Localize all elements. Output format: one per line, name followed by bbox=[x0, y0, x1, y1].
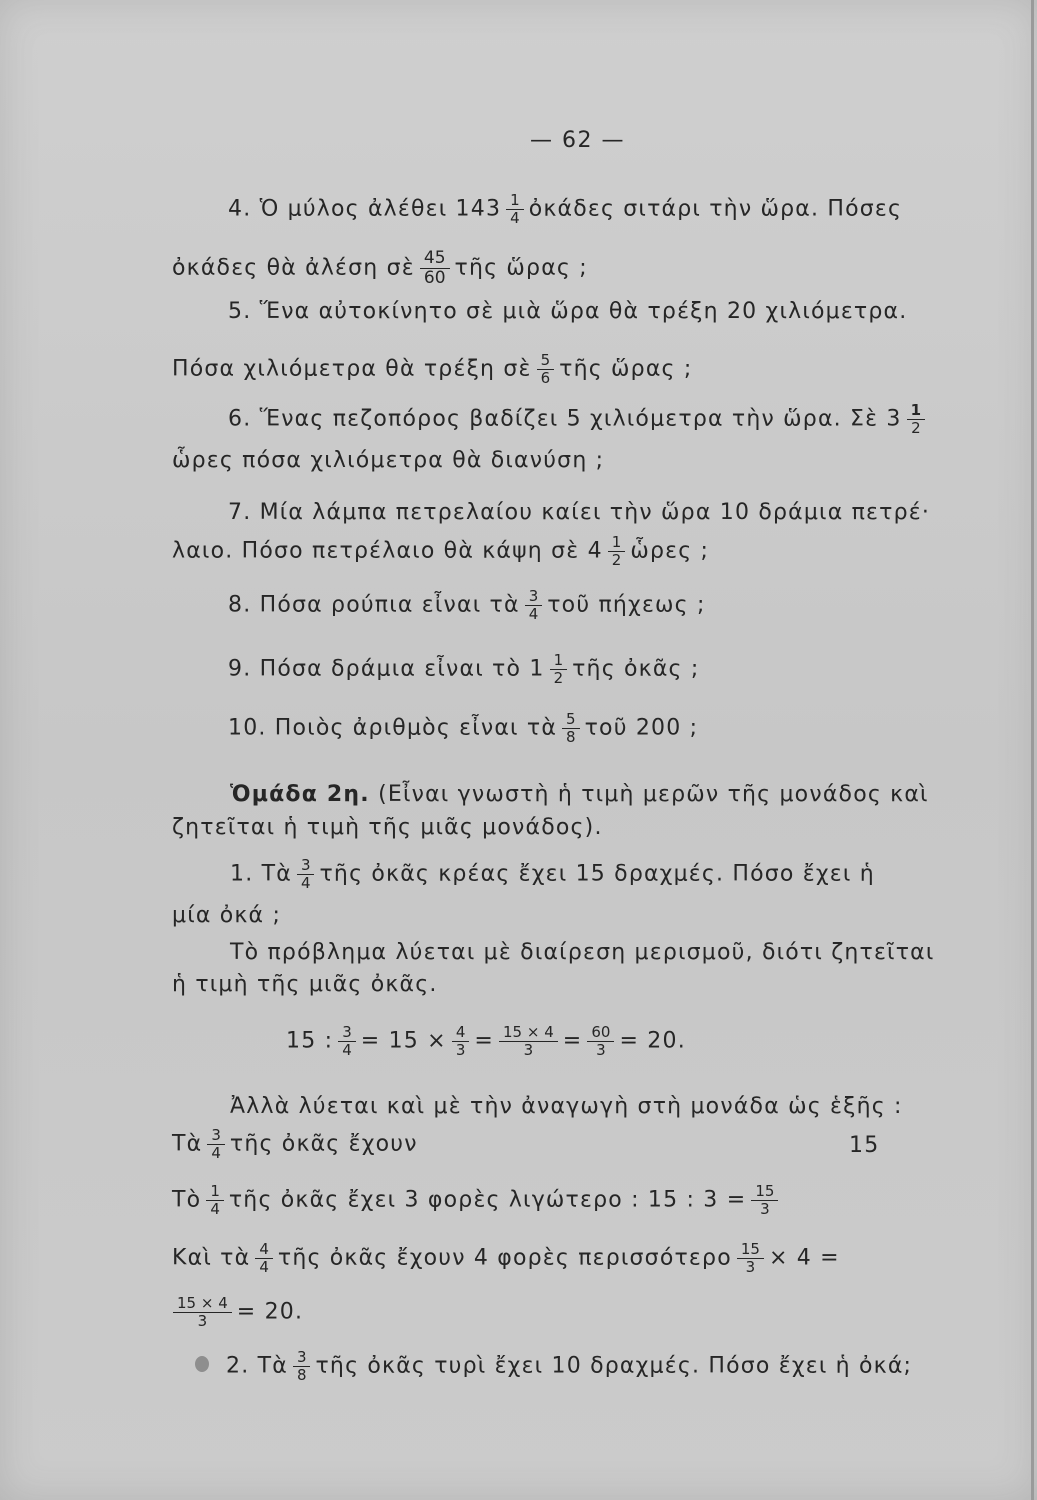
page-edge-line bbox=[1031, 0, 1034, 1500]
denominator: 60 bbox=[423, 268, 446, 288]
denominator: 4 bbox=[210, 1200, 220, 1218]
denominator: 3 bbox=[197, 1312, 208, 1330]
problem-text: 1. Τὰ bbox=[230, 861, 292, 887]
problem-8 bbox=[228, 589, 706, 622]
numerator: 1 bbox=[550, 653, 568, 670]
reduction-step-1 bbox=[172, 1128, 418, 1161]
group-2-heading-line-2: ζητεῖται ἡ τιμὴ τῆς μιᾶς μονάδος). bbox=[172, 815, 603, 840]
numerator: 4 bbox=[255, 1242, 273, 1259]
problem-10 bbox=[228, 712, 698, 745]
problem-text: τῆς ὥρας ; bbox=[559, 356, 693, 382]
problem-text: 6. Ἕνας πεζοπόρος βαδίζει 5 χιλιόμετρα τὴν ὥρα. Σὲ 3 bbox=[228, 406, 902, 432]
fraction bbox=[206, 1184, 224, 1217]
denominator: 4 bbox=[510, 209, 520, 227]
numerator: 3 bbox=[207, 1128, 225, 1145]
fraction bbox=[550, 653, 568, 686]
step-text: τῆς ὀκᾶς ἔχουν 4 φορὲς περισσότερο bbox=[277, 1245, 732, 1271]
problem-text: Ὁ μύλος ἀλέθει 143 bbox=[259, 196, 502, 222]
denominator: 8 bbox=[566, 728, 576, 746]
problem-text: 2. Τὰ bbox=[226, 1353, 288, 1379]
problem-7-line-1: 7. Μία λάμπα πετρελαίου καίει τὴν ὥρα 10 δράμια πετρέ· bbox=[228, 500, 931, 525]
fraction bbox=[751, 1184, 778, 1217]
denominator: 4 bbox=[259, 1258, 269, 1276]
problem-text: ὀκάδες σιτάρι τὴν ὥρα. Πόσες bbox=[528, 196, 903, 222]
step-text: Τὸ bbox=[172, 1187, 202, 1213]
problem-text: τῆς ὀκᾶς ; bbox=[572, 656, 700, 682]
step-text: τῆς ὀκᾶς ἔχουν bbox=[229, 1131, 418, 1157]
problem-text: τῆς ὀκᾶς κρέας ἔχει 15 δραχμές. Πόσο ἔχει ἡ bbox=[319, 861, 875, 887]
denominator: 2 bbox=[611, 551, 622, 569]
numerator: 1 bbox=[206, 1184, 224, 1201]
reduction-step-2 bbox=[172, 1184, 783, 1217]
numerator: 15 bbox=[751, 1184, 778, 1201]
step-text: τῆς ὀκᾶς ἔχει 3 φορὲς λιγώτερο : 15 : 3 = bbox=[228, 1187, 747, 1213]
step-text: × 4 = bbox=[768, 1245, 840, 1271]
problem-text: ὀκάδες θὰ ἀλέση σὲ bbox=[172, 255, 415, 281]
step-text: Τὰ bbox=[172, 1131, 203, 1157]
fraction bbox=[255, 1242, 273, 1275]
fraction bbox=[737, 1242, 764, 1275]
numerator: 1 bbox=[506, 193, 524, 210]
problem-text: 8. Πόσα ρούπια εἶναι τὰ bbox=[228, 592, 520, 618]
problem-6-line-2: ὧρες πόσα χιλιόμετρα θὰ διανύση ; bbox=[172, 448, 605, 473]
problem-text: Πόσα χιλιόμετρα θὰ τρέξη σὲ bbox=[172, 356, 532, 382]
fraction bbox=[452, 1025, 470, 1058]
group-2-description: (Εἶναι γνωστὴ ἡ τιμὴ μερῶν τῆς μονάδος καὶ bbox=[378, 782, 929, 807]
problem-text: ὧρες ; bbox=[630, 538, 710, 564]
fraction bbox=[420, 250, 450, 287]
numerator: 3 bbox=[297, 858, 315, 875]
fraction bbox=[293, 1350, 311, 1383]
fraction bbox=[499, 1025, 558, 1058]
denominator: 8 bbox=[296, 1366, 307, 1384]
reduction-intro: Ἀλλὰ λύεται καὶ μὲ τὴν ἀναγωγὴ στὴ μονάδα ὡς ἑξῆς : bbox=[230, 1094, 903, 1119]
numerator: 3 bbox=[525, 589, 543, 606]
fraction bbox=[506, 193, 524, 226]
numerator: 5 bbox=[562, 712, 580, 729]
problem-number: 4. bbox=[228, 196, 252, 222]
denominator: 3 bbox=[745, 1258, 756, 1276]
denominator: 4 bbox=[300, 874, 311, 892]
numerator: 3 bbox=[338, 1025, 356, 1042]
numerator: 60 bbox=[587, 1025, 614, 1042]
fraction bbox=[207, 1128, 225, 1161]
denominator: 4 bbox=[211, 1144, 221, 1162]
equation-term: = bbox=[562, 1028, 583, 1054]
denominator: 3 bbox=[596, 1041, 606, 1059]
explanation-line-1: Τὸ πρόβλημα λύεται μὲ διαίρεση μερισμοῦ, διότι ζητεῖται bbox=[230, 940, 935, 965]
numerator: 4 bbox=[452, 1025, 470, 1042]
division-equation bbox=[286, 1025, 686, 1058]
denominator: 4 bbox=[528, 605, 539, 623]
step-text: Καὶ τὰ bbox=[172, 1245, 251, 1271]
problem-5-line-2 bbox=[172, 353, 692, 386]
group-2-title: Ὁμάδα 2η. bbox=[230, 782, 370, 807]
reduction-step-1-value: 15 bbox=[849, 1133, 880, 1158]
numerator: 45 bbox=[420, 250, 450, 269]
fraction bbox=[338, 1025, 356, 1058]
denominator: 3 bbox=[455, 1041, 466, 1059]
fraction bbox=[173, 1296, 232, 1329]
denominator: 6 bbox=[540, 369, 551, 387]
problem-text: τῆς ὀκᾶς τυρὶ ἔχει 10 δραχμές. Πόσο ἔχει ἡ ὀκά; bbox=[315, 1353, 913, 1379]
problem-9 bbox=[228, 653, 699, 686]
problem-4-line-2 bbox=[172, 250, 588, 287]
fraction bbox=[297, 858, 315, 891]
problem-text: λαιο. Πόσο πετρέλαιο θὰ κάψη σὲ 4 bbox=[172, 538, 603, 564]
problem-6-line-1 bbox=[228, 403, 930, 436]
problem-text: τοῦ πήχεως ; bbox=[547, 592, 706, 618]
fraction bbox=[907, 403, 925, 436]
problem-7-line-2 bbox=[172, 535, 709, 568]
reduction-step-3 bbox=[172, 1242, 840, 1275]
reduction-step-4 bbox=[168, 1296, 303, 1329]
problem-4-line-1 bbox=[228, 193, 902, 226]
fraction bbox=[537, 353, 555, 386]
denominator: 3 bbox=[523, 1041, 534, 1059]
fraction bbox=[525, 589, 543, 622]
numerator: 1 bbox=[608, 535, 626, 552]
problem-text: τῆς ὥρας ; bbox=[454, 255, 588, 281]
page-number: — 62 — bbox=[530, 128, 625, 153]
group-2-heading-line-1 bbox=[230, 782, 929, 808]
step-text: = 20. bbox=[236, 1299, 304, 1325]
problem-text: τοῦ 200 ; bbox=[584, 715, 699, 741]
group-2-problem-1-line-2: μία ὀκά ; bbox=[172, 903, 282, 928]
numerator: 1 bbox=[907, 403, 925, 420]
explanation-line-2: ἡ τιμὴ τῆς μιᾶς ὀκᾶς. bbox=[172, 972, 438, 997]
numerator: 15 × 4 bbox=[173, 1296, 232, 1313]
denominator: 4 bbox=[342, 1041, 352, 1059]
numerator: 15 × 4 bbox=[499, 1025, 558, 1042]
numerator: 5 bbox=[537, 353, 555, 370]
problem-text: 9. Πόσα δράμια εἶναι τὸ 1 bbox=[228, 656, 545, 682]
ink-spot bbox=[195, 1356, 209, 1372]
denominator: 2 bbox=[911, 419, 921, 437]
fraction bbox=[562, 712, 580, 745]
group-2-problem-2 bbox=[226, 1350, 912, 1383]
problem-text: 10. Ποιὸς ἀριθμὸς εἶναι τὰ bbox=[228, 715, 558, 741]
fraction bbox=[608, 535, 626, 568]
group-2-problem-1-line-1 bbox=[230, 858, 875, 891]
equation-term: 15 : bbox=[286, 1028, 334, 1054]
numerator: 3 bbox=[293, 1350, 311, 1367]
equation-term: = bbox=[474, 1028, 494, 1054]
denominator: 3 bbox=[760, 1200, 770, 1218]
numerator: 15 bbox=[737, 1242, 764, 1259]
equation-term: = 15 × bbox=[360, 1028, 447, 1054]
denominator: 2 bbox=[553, 669, 564, 687]
fraction bbox=[587, 1025, 614, 1058]
problem-5-line-1: 5. Ἕνα αὐτοκίνητο σὲ μιὰ ὥρα θὰ τρέξη 20 χιλιόμετρα. bbox=[228, 299, 908, 324]
equation-term: = 20. bbox=[619, 1028, 686, 1054]
